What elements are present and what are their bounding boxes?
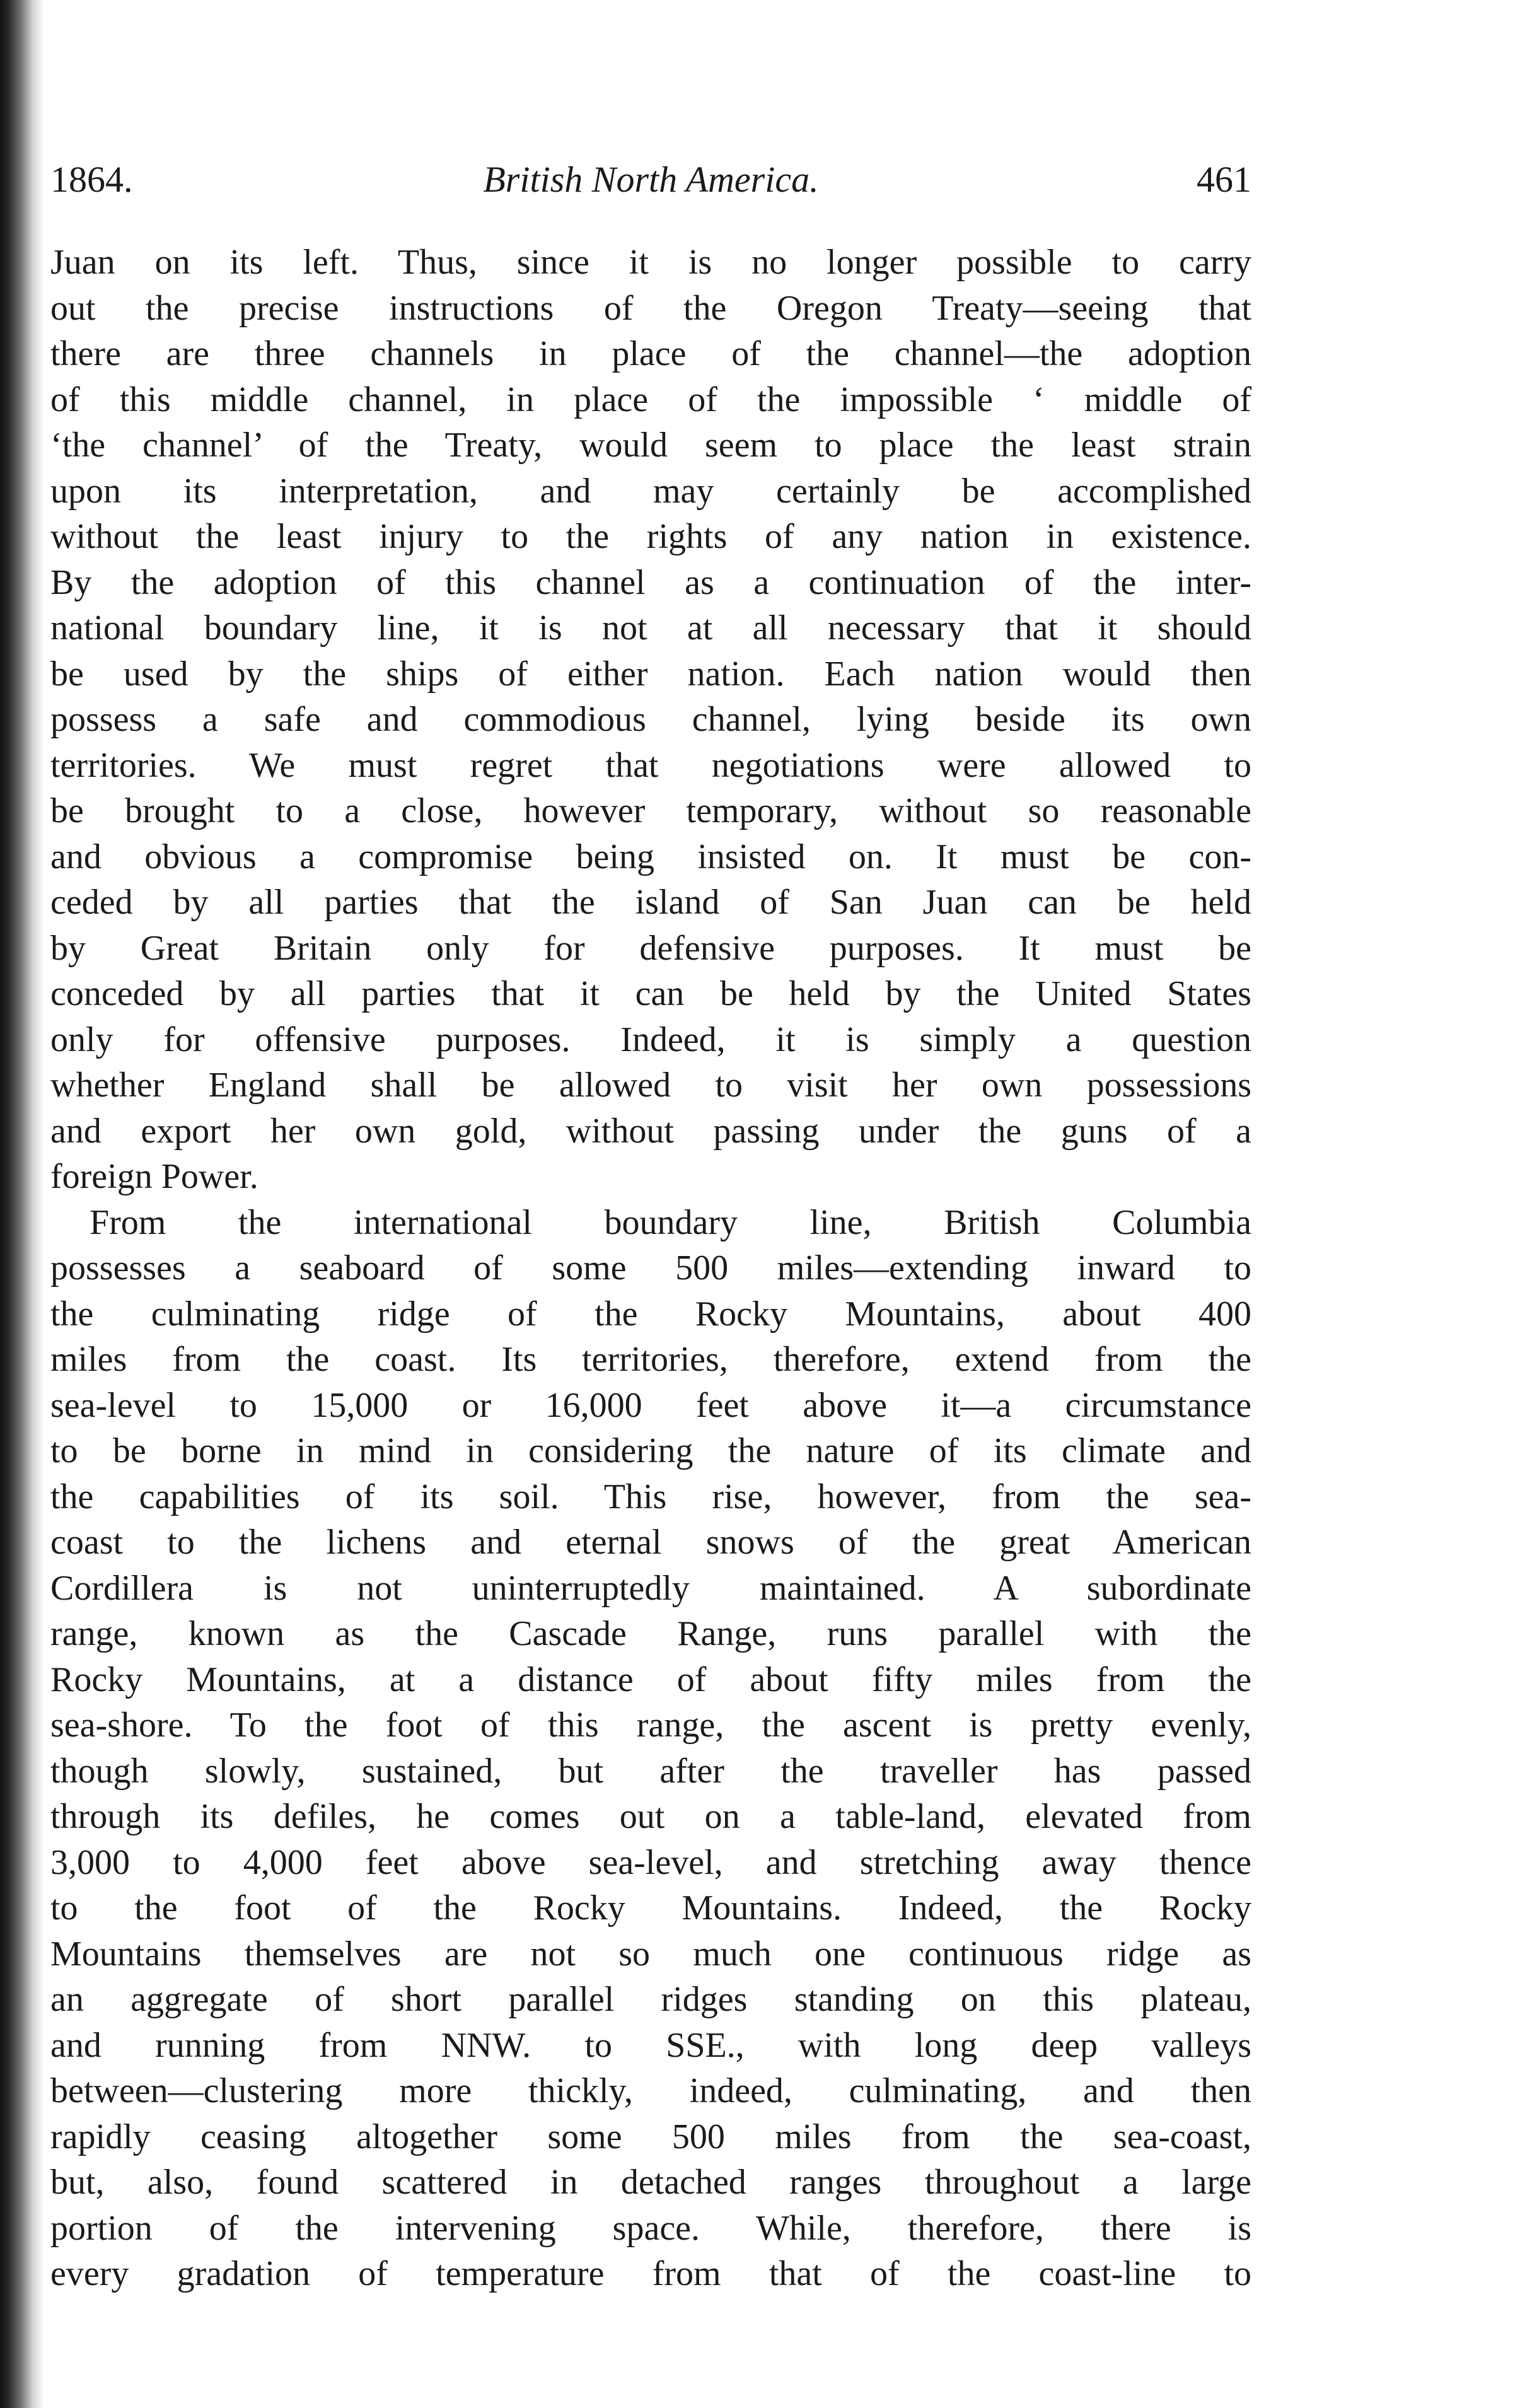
- text-line: rapidly ceasing altogether some 500 miles from the sea-coast,: [50, 2117, 1251, 2156]
- text-line: coast to the lichens and eternal snows of the great American: [50, 1523, 1251, 1562]
- text-line: national boundary line, it is not at all necessary that it should: [50, 608, 1251, 648]
- text-line: whether England shall be allowed to visit her own possessions: [50, 1066, 1251, 1105]
- text-line: an aggregate of short parallel ridges standing on this plateau,: [50, 1980, 1251, 2019]
- page-gutter-shadow: [0, 0, 44, 2408]
- text-line: between—clustering more thickly, indeed, culminating, and then: [50, 2071, 1251, 2110]
- text-line: From the international boundary line, British Columbia: [90, 1202, 1251, 1242]
- text-line: range, known as the Cascade Range, runs parallel with the: [50, 1614, 1251, 1653]
- text-line: only for offensive purposes. Indeed, it is simply a question: [50, 1020, 1251, 1059]
- text-line: 3,000 to 4,000 feet above sea-level, and stretching away thence: [50, 1842, 1251, 1882]
- text-line: and running from NNW. to SSE., with long deep valleys: [50, 2025, 1251, 2065]
- text-line: be used by the ships of either nation. Each nation would then: [50, 654, 1251, 694]
- text-line: miles from the coast. Its territories, therefore, extend from the: [50, 1340, 1251, 1379]
- text-line: out the precise instructions of the Oregon Treaty—seeing that: [50, 288, 1251, 328]
- running-header: [50, 154, 1251, 205]
- text-line: ‘the channel’ of the Treaty, would seem to place the least strain: [50, 426, 1251, 465]
- text-line: Mountains themselves are not so much one continuous ridge as: [50, 1934, 1251, 1974]
- text-line: there are three channels in place of the channel—the adoption: [50, 334, 1251, 373]
- text-line: Rocky Mountains, at a distance of about fifty miles from the: [50, 1660, 1251, 1699]
- text-line: to the foot of the Rocky Mountains. Indeed, the Rocky: [50, 1888, 1251, 1928]
- body-text: [50, 240, 1251, 2297]
- text-line: By the adoption of this channel as a continuation of the inter-: [50, 562, 1251, 602]
- header-year: 1864.: [50, 159, 133, 200]
- text-line: possesses a seaboard of some 500 miles—extending inward to: [50, 1248, 1251, 1288]
- text-line: sea-shore. To the foot of this range, the ascent is pretty evenly,: [50, 1706, 1251, 1745]
- text-line: without the least injury to the rights of any nation in existence.: [50, 517, 1251, 556]
- text-line: by Great Britain only for defensive purposes. It must be: [50, 928, 1251, 968]
- text-line: be brought to a close, however temporary, without so reasonable: [50, 791, 1251, 830]
- text-line: every gradation of temperature from that of the coast-line to: [50, 2254, 1251, 2293]
- text-line: portion of the intervening space. While, therefore, there is: [50, 2208, 1251, 2248]
- page-number: 461: [1197, 159, 1251, 200]
- header-title: British North America.: [483, 159, 819, 200]
- text-line: conceded by all parties that it can be held by the United States: [50, 974, 1251, 1013]
- text-line: Juan on its left. Thus, since it is no longer possible to carry: [50, 243, 1251, 282]
- text-line: to be borne in mind in considering the nature of its climate and: [50, 1431, 1251, 1470]
- text-line: territories. We must regret that negotiations were allowed to: [50, 745, 1251, 785]
- text-line: foreign Power.: [50, 1157, 258, 1196]
- text-line: and obvious a compromise being insisted on. It must be con-: [50, 837, 1251, 876]
- text-line: though slowly, sustained, but after the traveller has passed: [50, 1751, 1251, 1791]
- text-line: of this middle channel, in place of the impossible ‘ middle of: [50, 380, 1251, 419]
- text-line: through its defiles, he comes out on a table-land, elevated from: [50, 1797, 1251, 1836]
- text-line: the culminating ridge of the Rocky Mountains, about 400: [50, 1294, 1251, 1334]
- text-line: ceded by all parties that the island of San Juan can be held: [50, 883, 1251, 922]
- text-line: sea-level to 15,000 or 16,000 feet above it—a circumstance: [50, 1385, 1251, 1425]
- text-line: upon its interpretation, and may certainly be accomplished: [50, 471, 1251, 511]
- text-line: Cordillera is not uninterruptedly maintained. A subordinate: [50, 1568, 1251, 1608]
- text-line: possess a safe and commodious channel, lying beside its own: [50, 700, 1251, 739]
- text-line: but, also, found scattered in detached ranges throughout a large: [50, 2163, 1251, 2202]
- text-line: the capabilities of its soil. This rise, however, from the sea-: [50, 1477, 1251, 1516]
- text-line: and export her own gold, without passing under the guns of a: [50, 1111, 1251, 1151]
